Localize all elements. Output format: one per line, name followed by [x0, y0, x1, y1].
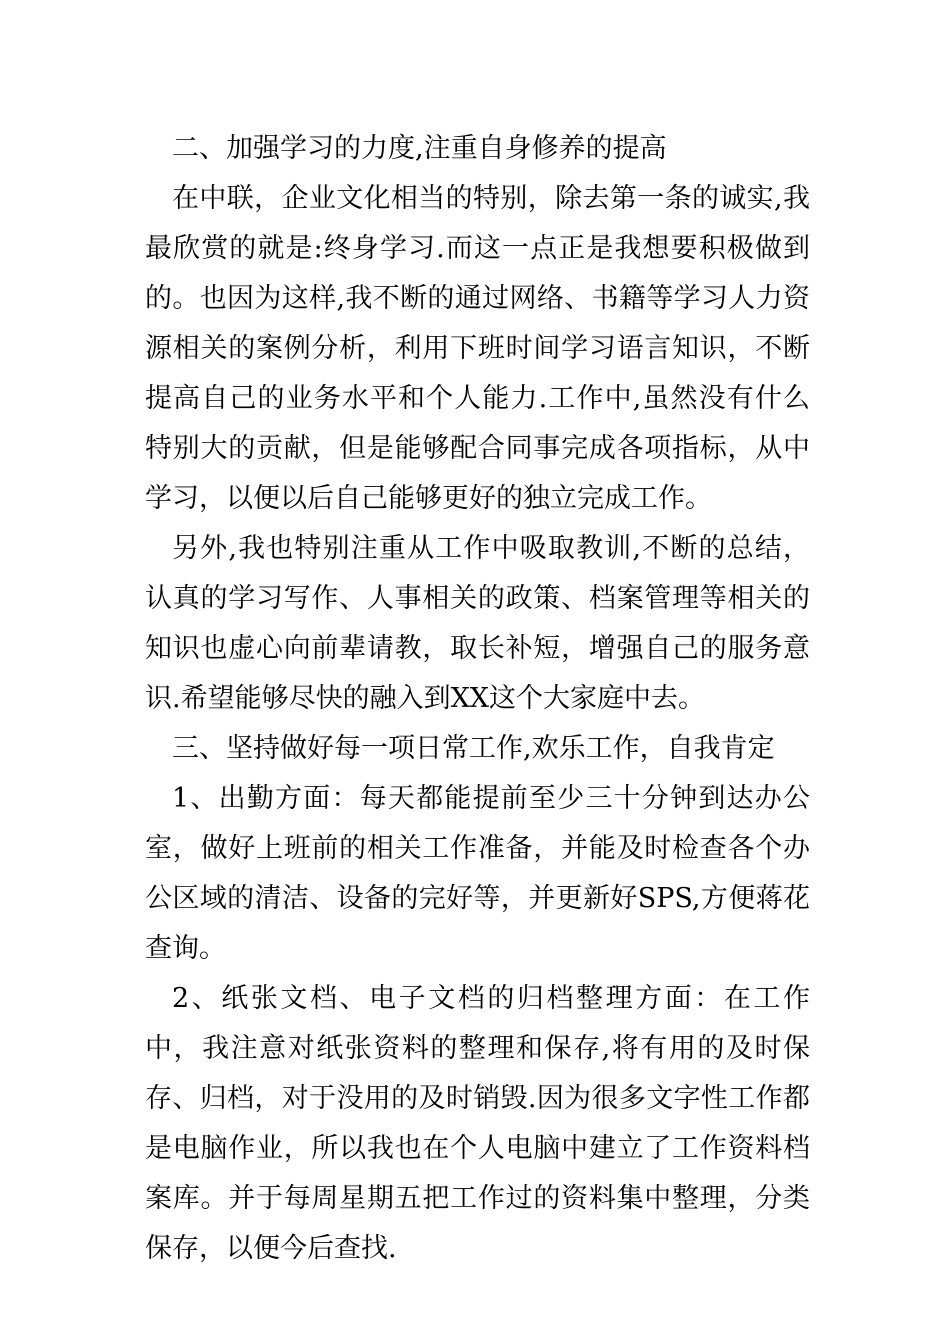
paragraph-lessons: 另外,我也特别注重从工作中吸取教训,不断的总结，认真的学习写作、人事相关的政策、档案管理等相关的知识也虚心向前辈请教，取长补短，增强自己的服务意识.希望能够尽快的融入到XX这个大家庭中去。 [145, 533, 810, 714]
paragraph-archiving: 2、纸张文档、电子文档的归档整理方面：在工作中，我注意对纸张资料的整理和保存,将有用的及时保存、归档，对于没用的及时销毁.因为很多文字性工作都是电脑作业，所以我也在个人电脑中建立了工作资料档案库。并于每周星期五把工作过的资料集中整理，分类保存，以便今后查找. [145, 983, 810, 1264]
paragraph-attendance: 1、出勤方面：每天都能提前至少三十分钟到达办公室，做好上班前的相关工作准备，并能及时检查各个办公区域的清洁、设备的完好等，并更新好SPS,方便蒋花查询。 [145, 783, 810, 964]
section-heading-daily-work: 三、坚持做好每一项日常工作,欢乐工作，自我肯定 [172, 733, 775, 764]
section-heading-study: 二、加强学习的力度,注重自身修养的提高 [172, 133, 667, 164]
paragraph-learning: 在中联，企业文化相当的特别，除去第一条的诚实,我最欣赏的就是:终身学习.而这一点正是我想要积极做到的。也因为这样,我不断的通过网络、书籍等学习人力资源相关的案例分析，利用下班时间学习语言知识，不断提高自己的业务水平和个人能力.工作中,虽然没有什么特别大的贡献，但是能够配合同事完成各项指标，从中学习，以便以后自己能够更好的独立完成工作。 [145, 183, 810, 514]
document-body [145, 124, 810, 1274]
